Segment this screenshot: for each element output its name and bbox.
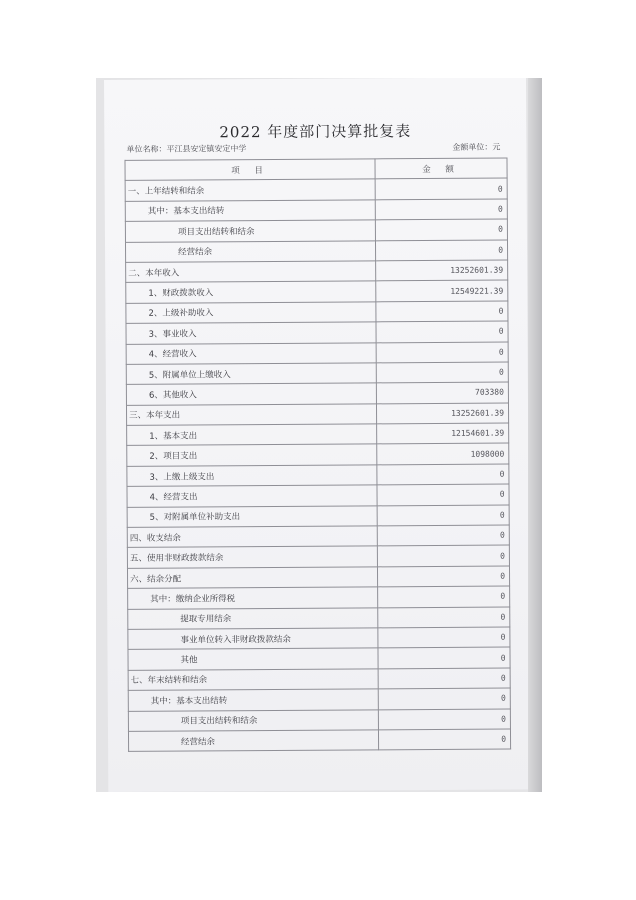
row-label: 五、使用非财政拨款结余 [127,546,377,568]
row-amount: 0 [377,545,509,566]
budget-table [124,158,511,753]
row-amount: 0 [378,627,510,648]
document-page [104,78,530,792]
table-row [127,505,509,528]
row-label: 3、事业收入 [126,322,376,344]
table-row [126,403,508,426]
row-label: 1、基本支出 [127,424,377,446]
row-label: 4、经营支出 [127,485,377,507]
row-amount: 0 [378,607,510,628]
row-label: 其中：缴纳企业所得税 [128,587,378,609]
row-label: 1、财政拨款收入 [126,281,376,303]
row-amount: 12549221.39 [376,280,508,301]
table-row [128,709,510,732]
row-amount: 0 [375,240,507,261]
row-label: 其中：基本支出结转 [125,200,375,222]
document-photo [96,78,542,792]
row-amount: 12154601.39 [377,423,509,444]
table-row [126,301,508,324]
row-label: 4、经营收入 [126,342,376,364]
row-label: 三、本年支出 [126,404,376,426]
row-amount: 0 [375,178,507,199]
table-row [126,342,508,365]
row-label: 一、上年结转和结余 [125,179,375,201]
table-row [128,668,510,691]
row-label: 七、年末结转和结余 [128,669,378,691]
header-item: 项 目 [125,159,375,181]
row-amount: 0 [377,505,509,526]
row-label: 5、对附属单位补助支出 [127,505,377,527]
row-label: 提取专用结余 [128,607,378,629]
row-label: 六、结余分配 [127,567,377,589]
row-amount: 0 [378,729,510,750]
table-row [126,280,508,303]
table-row [127,525,509,548]
row-amount: 703380 [376,382,508,403]
document-title: 2022 年度部门决算批复表 [219,122,412,142]
table-row [128,647,510,670]
table-row [126,321,508,344]
row-label: 2、上级补助收入 [126,302,376,324]
table-row [127,545,509,568]
header-amount: 金 额 [375,158,507,179]
row-label: 2、项目支出 [127,444,377,466]
row-label: 其中：基本支出结转 [128,689,378,711]
row-amount: 0 [377,566,509,587]
row-label: 四、收支结余 [127,526,377,548]
page-edge-shadow [528,78,542,792]
table-body [125,178,510,751]
row-amount: 0 [375,199,507,220]
row-label: 项目支出结转和结余 [125,220,375,242]
row-amount: 0 [377,464,509,485]
table-row [127,566,509,589]
row-label: 经营结余 [128,730,378,752]
row-label: 二、本年收入 [126,261,376,283]
table-row [127,423,509,446]
row-amount: 0 [377,525,509,546]
table-row [127,444,509,467]
row-amount: 1098000 [377,444,509,465]
table-row [128,729,510,752]
row-amount: 13252601.39 [376,403,508,424]
row-amount: 0 [375,219,507,240]
table-row [125,240,507,263]
row-amount: 0 [376,321,508,342]
row-amount: 0 [378,586,510,607]
row-label: 其他 [128,648,378,670]
row-amount: 0 [378,647,510,668]
row-label: 经营结余 [125,240,375,262]
row-amount: 0 [376,342,508,363]
row-label: 事业单位转入非财政拨款结余 [128,628,378,650]
table-row [128,688,510,711]
table-row [127,484,509,507]
table-row [126,382,508,405]
row-label: 5、附属单位上缴收入 [126,363,376,385]
table-row [127,464,509,487]
row-amount: 0 [376,301,508,322]
table-row [125,178,507,201]
row-label: 6、其他收入 [126,383,376,405]
table-row [128,627,510,650]
row-amount: 0 [377,484,509,505]
currency-unit: 金额单位：元 [452,142,501,152]
unit-name: 单位名称：平江县安定镇安定中学 [126,144,247,154]
table-row [126,260,508,283]
table-header-row [125,158,507,181]
row-amount: 13252601.39 [376,260,508,281]
row-amount: 0 [376,362,508,383]
row-amount: 0 [378,688,510,709]
table-row [125,219,507,242]
table-row [128,586,510,609]
row-amount: 0 [378,709,510,730]
row-amount: 0 [378,668,510,689]
table-row [126,362,508,385]
table-row [125,199,507,222]
row-label: 3、上缴上级支出 [127,465,377,487]
row-label: 项目支出结转和结余 [128,709,378,731]
table-row [128,607,510,630]
